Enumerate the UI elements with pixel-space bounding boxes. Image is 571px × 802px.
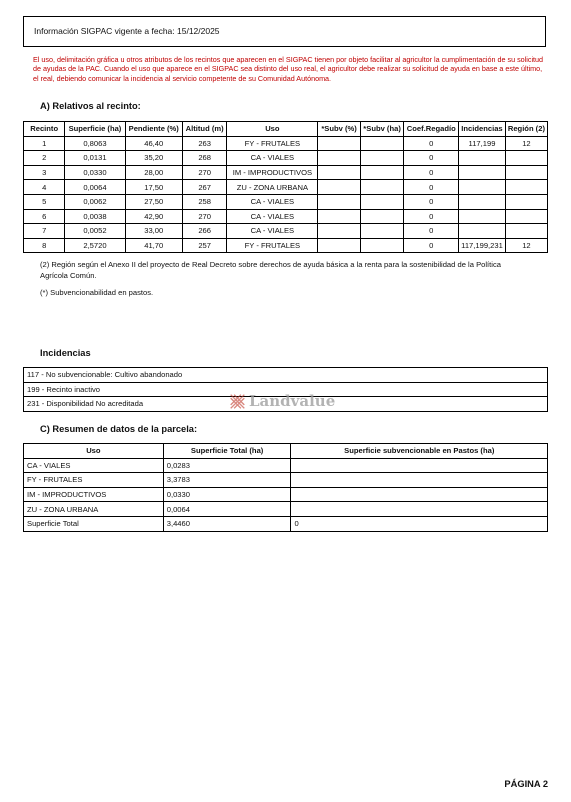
resumen-cell: 0,0330 (163, 487, 291, 502)
landvalue-watermark (229, 392, 335, 410)
resumen-cell (291, 458, 548, 473)
resumen-row (24, 473, 548, 488)
recintos-row (24, 238, 548, 253)
recintos-row (24, 180, 548, 195)
recintos-cell (505, 151, 547, 166)
resumen-cell: 0,0283 (163, 458, 291, 473)
recintos-cell (318, 136, 360, 151)
recintos-cell: 2 (24, 151, 65, 166)
section-c-title: C) Resumen de datos de la parcela: (40, 424, 198, 434)
recintos-cell: 0 (404, 238, 459, 253)
recintos-cell: 8 (24, 238, 65, 253)
recintos-cell: 263 (182, 136, 227, 151)
recintos-cell: 1 (24, 136, 65, 151)
recintos-cell (505, 180, 547, 195)
recintos-cell: FY - FRUTALES (227, 238, 318, 253)
resumen-header-cell: Superficie subvencionable en Pastos (ha) (291, 444, 548, 459)
resumen-cell: 3,4460 (163, 516, 291, 531)
resumen-cell (291, 473, 548, 488)
recintos-cell (459, 180, 506, 195)
recintos-cell (505, 209, 547, 224)
incidencias-title: Incidencias (40, 348, 91, 358)
recintos-cell: 0,0038 (65, 209, 125, 224)
recintos-cell: CA - VIALES (227, 151, 318, 166)
recintos-cell: 0,0131 (65, 151, 125, 166)
region-note: (2) Región según el Anexo II del proyecto de Real Decreto sobre derechos de ayuda básica a la renta para la sostenibilidad de la Política Agrícola Común. (40, 260, 501, 280)
recintos-cell: 4 (24, 180, 65, 195)
recintos-cell: 268 (182, 151, 227, 166)
recintos-cell (360, 238, 404, 253)
recintos-cell: 267 (182, 180, 227, 195)
section-a-title: A) Relativos al recinto: (40, 101, 141, 111)
recintos-cell (459, 224, 506, 239)
recintos-cell: 27,50 (125, 194, 182, 209)
cross-x-icon (229, 393, 246, 410)
recintos-cell (360, 209, 404, 224)
recintos-cell: 266 (182, 224, 227, 239)
resumen-header-cell: Uso (24, 444, 164, 459)
recintos-cell (360, 151, 404, 166)
recintos-header-row (24, 122, 548, 137)
resumen-header-cell: Superficie Total (ha) (163, 444, 291, 459)
recintos-cell: 0 (404, 180, 459, 195)
recintos-cell (318, 238, 360, 253)
recintos-header-cell: Región (2) (505, 122, 547, 137)
recintos-header-cell: Incidencias (459, 122, 506, 137)
recintos-header-cell: Uso (227, 122, 318, 137)
incidencia-cell: 117 - No subvencionable: Cultivo abandonado (24, 368, 548, 383)
recintos-cell: 270 (182, 165, 227, 180)
resumen-header-row (24, 444, 548, 459)
recintos-cell: 0 (404, 136, 459, 151)
sigpac-info-box (23, 16, 546, 47)
recintos-cell (360, 224, 404, 239)
recintos-cell: 0,8063 (65, 136, 125, 151)
recintos-cell: 17,50 (125, 180, 182, 195)
resumen-row (24, 487, 548, 502)
incidencia-cell: 199 - Recinto inactivo (24, 382, 548, 397)
recintos-cell: 258 (182, 194, 227, 209)
recintos-cell (459, 209, 506, 224)
recintos-cell: 0 (404, 165, 459, 180)
sigpac-date-text: Información SIGPAC vigente a fecha: 15/12/2025 (34, 26, 220, 36)
recintos-cell: 0,0062 (65, 194, 125, 209)
recintos-cell: 117,199,231 (459, 238, 506, 253)
recintos-cell (360, 194, 404, 209)
resumen-cell: 0,0064 (163, 502, 291, 517)
recintos-table (23, 121, 548, 253)
recintos-cell: ZU - ZONA URBANA (227, 180, 318, 195)
recintos-cell (505, 194, 547, 209)
recintos-cell: 0,0064 (65, 180, 125, 195)
recintos-row (24, 209, 548, 224)
recintos-cell: 5 (24, 194, 65, 209)
recintos-cell: 6 (24, 209, 65, 224)
resumen-cell: CA - VIALES (24, 458, 164, 473)
recintos-cell: 33,00 (125, 224, 182, 239)
recintos-cell: CA - VIALES (227, 194, 318, 209)
resumen-cell (291, 502, 548, 517)
recintos-cell: 257 (182, 238, 227, 253)
recintos-cell: 28,00 (125, 165, 182, 180)
recintos-cell (318, 194, 360, 209)
recintos-cell: 0 (404, 194, 459, 209)
recintos-cell: 0 (404, 209, 459, 224)
recintos-row (24, 194, 548, 209)
recintos-header-cell: Recinto (24, 122, 65, 137)
recintos-cell (360, 136, 404, 151)
recintos-cell: 0 (404, 151, 459, 166)
recintos-cell: 3 (24, 165, 65, 180)
recintos-header-cell: Coef.Regadío (404, 122, 459, 137)
recintos-cell (318, 151, 360, 166)
recintos-cell: 12 (505, 238, 547, 253)
recintos-cell: CA - VIALES (227, 224, 318, 239)
recintos-cell: 35,20 (125, 151, 182, 166)
recintos-header-cell: Altitud (m) (182, 122, 227, 137)
subv-note: (*) Subvencionabilidad en pastos. (40, 288, 154, 297)
recintos-cell: CA - VIALES (227, 209, 318, 224)
recintos-header-cell: *Subv (ha) (360, 122, 404, 137)
recintos-cell: FY - FRUTALES (227, 136, 318, 151)
recintos-cell (360, 180, 404, 195)
recintos-cell (318, 180, 360, 195)
recintos-cell (318, 165, 360, 180)
recintos-cell: 0,0330 (65, 165, 125, 180)
resumen-cell (291, 487, 548, 502)
recintos-cell: 0,0052 (65, 224, 125, 239)
resumen-cell: ZU - ZONA URBANA (24, 502, 164, 517)
recintos-cell: 7 (24, 224, 65, 239)
recintos-cell (505, 165, 547, 180)
recintos-cell (318, 209, 360, 224)
recintos-row (24, 224, 548, 239)
recintos-row (24, 151, 548, 166)
warning-text: El uso, delimitación gráfica u otros atributos de los recintos que aparecen en el SIGPAC tienen por objeto facilitar al agricultor la cumplimentación de su solicitud de ayudas de la PAC. Cuando el uso que aparece en el SIGPAC sea distinto del uso real, el agricultor debe realizar su solicitud de ayuda en base a este último, el real, debiendo comunicar la incidencia al servicio competente de su Comunidad Autónoma. (33, 55, 544, 83)
incidencia-cell: 231 - Disponibilidad No acreditada (24, 397, 548, 412)
resumen-cell: FY - FRUTALES (24, 473, 164, 488)
incidencia-row (24, 368, 548, 383)
recintos-cell: 0 (404, 224, 459, 239)
recintos-cell (318, 224, 360, 239)
recintos-cell (459, 151, 506, 166)
resumen-cell: 3,3783 (163, 473, 291, 488)
recintos-cell: 117,199 (459, 136, 506, 151)
resumen-row (24, 516, 548, 531)
recintos-cell: 42,90 (125, 209, 182, 224)
recintos-cell: 41,70 (125, 238, 182, 253)
recintos-cell: 46,40 (125, 136, 182, 151)
resumen-row (24, 458, 548, 473)
resumen-row (24, 502, 548, 517)
recintos-cell: 270 (182, 209, 227, 224)
recintos-cell (505, 224, 547, 239)
recintos-header-cell: *Subv (%) (318, 122, 360, 137)
recintos-cell (459, 194, 506, 209)
recintos-cell (360, 165, 404, 180)
page-number: PÁGINA 2 (504, 779, 548, 789)
recintos-header-cell: Superficie (ha) (65, 122, 125, 137)
resumen-cell: 0 (291, 516, 548, 531)
recintos-header-cell: Pendiente (%) (125, 122, 182, 137)
watermark-text: Landvalue (249, 392, 336, 410)
recintos-row (24, 136, 548, 151)
recintos-row (24, 165, 548, 180)
resumen-cell: IM - IMPRODUCTIVOS (24, 487, 164, 502)
resumen-table (23, 443, 548, 532)
resumen-cell: Superficie Total (24, 516, 164, 531)
recintos-cell: IM - IMPRODUCTIVOS (227, 165, 318, 180)
recintos-cell (459, 165, 506, 180)
recintos-cell: 2,5720 (65, 238, 125, 253)
recintos-cell: 12 (505, 136, 547, 151)
